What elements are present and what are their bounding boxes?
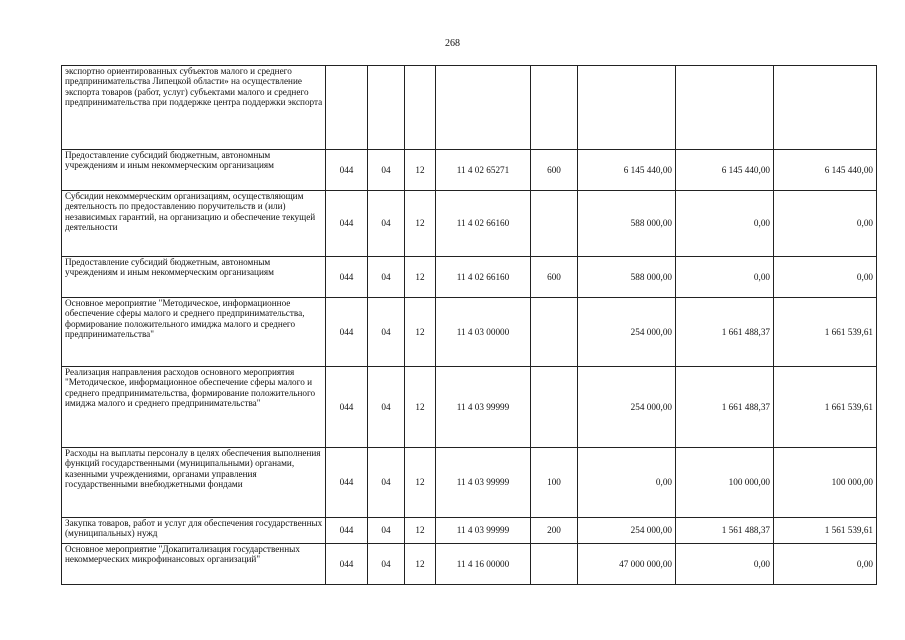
ministry-code	[326, 66, 368, 150]
target-article-code: 11 4 02 65271	[436, 150, 531, 191]
section-code: 04	[368, 518, 405, 544]
amount-year-3	[774, 66, 877, 150]
section-code: 04	[368, 257, 405, 298]
amount-year-1: 588 000,00	[578, 191, 676, 257]
page-number: 268	[445, 38, 460, 49]
ministry-code: 044	[326, 544, 368, 585]
amount-year-2: 0,00	[676, 257, 774, 298]
section-code	[368, 66, 405, 150]
subsection-code: 12	[405, 150, 436, 191]
table-row	[62, 367, 877, 448]
expense-type-code	[531, 367, 578, 448]
row-description: Закупка товаров, работ и услуг для обеспечения государственных (муниципальных) нужд	[62, 518, 326, 544]
target-article-code: 11 4 03 00000	[436, 298, 531, 367]
subsection-code: 12	[405, 257, 436, 298]
ministry-code: 044	[326, 298, 368, 367]
section-code: 04	[368, 298, 405, 367]
amount-year-3: 0,00	[774, 191, 877, 257]
subsection-code: 12	[405, 448, 436, 518]
target-article-code: 11 4 16 00000	[436, 544, 531, 585]
expense-type-code: 100	[531, 448, 578, 518]
amount-year-3: 0,00	[774, 257, 877, 298]
section-code: 04	[368, 191, 405, 257]
subsection-code: 12	[405, 191, 436, 257]
expense-type-code	[531, 191, 578, 257]
amount-year-1: 254 000,00	[578, 367, 676, 448]
expense-type-code	[531, 66, 578, 150]
amount-year-3: 1 661 539,61	[774, 367, 877, 448]
row-description: Основное мероприятие "Докапитализация государственных некоммерческих микрофинансовых организаций"	[62, 544, 326, 585]
amount-year-1: 6 145 440,00	[578, 150, 676, 191]
subsection-code	[405, 66, 436, 150]
amount-year-1: 588 000,00	[578, 257, 676, 298]
target-article-code: 11 4 02 66160	[436, 257, 531, 298]
amount-year-2: 1 561 488,37	[676, 518, 774, 544]
table-row	[62, 66, 877, 150]
amount-year-3: 6 145 440,00	[774, 150, 877, 191]
budget-table	[61, 65, 877, 585]
row-description: Реализация направления расходов основного мероприятия "Методическое, информационное обеспечение сферы малого и среднего предпринимательства, формирование положительного имиджа малого и среднего предпринимательства"	[62, 367, 326, 448]
amount-year-3: 1 661 539,61	[774, 298, 877, 367]
expense-type-code	[531, 544, 578, 585]
target-article-code: 11 4 03 99999	[436, 367, 531, 448]
subsection-code: 12	[405, 518, 436, 544]
target-article-code: 11 4 03 99999	[436, 518, 531, 544]
amount-year-2: 1 661 488,37	[676, 298, 774, 367]
row-description: Предоставление субсидий бюджетным, автономным учреждениям и иным некоммерческим организациям	[62, 257, 326, 298]
amount-year-2: 1 661 488,37	[676, 367, 774, 448]
amount-year-1	[578, 66, 676, 150]
row-description: Субсидии некоммерческим организациям, осуществляющим деятельность по предоставлению поручительств и (или) независимых гарантий, на организацию и обеспечение текущей деятельности	[62, 191, 326, 257]
section-code: 04	[368, 367, 405, 448]
amount-year-1: 0,00	[578, 448, 676, 518]
table-row	[62, 448, 877, 518]
amount-year-2: 0,00	[676, 544, 774, 585]
ministry-code: 044	[326, 150, 368, 191]
amount-year-2	[676, 66, 774, 150]
ministry-code: 044	[326, 257, 368, 298]
expense-type-code: 200	[531, 518, 578, 544]
table-row	[62, 257, 877, 298]
ministry-code: 044	[326, 367, 368, 448]
table-row	[62, 191, 877, 257]
amount-year-3: 1 561 539,61	[774, 518, 877, 544]
subsection-code: 12	[405, 298, 436, 367]
amount-year-2: 100 000,00	[676, 448, 774, 518]
amount-year-3: 0,00	[774, 544, 877, 585]
row-description: Предоставление субсидий бюджетным, автономным учреждениям и иным некоммерческим организациям	[62, 150, 326, 191]
section-code: 04	[368, 544, 405, 585]
row-description: Основное мероприятие "Методическое, информационное обеспечение сферы малого и среднего предпринимательства, формирование положительного имиджа малого и среднего предпринимательства"	[62, 298, 326, 367]
table-row	[62, 298, 877, 367]
row-description: экспортно ориентированных субъектов малого и среднего предпринимательства Липецкой области» на осуществление экспорта товаров (работ, услуг) субъектами малого и среднего предпринимательства при поддержке центра поддержки экспорта	[62, 66, 326, 150]
expense-type-code: 600	[531, 150, 578, 191]
amount-year-2: 6 145 440,00	[676, 150, 774, 191]
subsection-code: 12	[405, 367, 436, 448]
budget-table-body	[62, 66, 877, 585]
row-description: Расходы на выплаты персоналу в целях обеспечения выполнения функций государственными (муниципальными) органами, казенными учреждениями, органами управления государственными внебюджетными фондами	[62, 448, 326, 518]
target-article-code: 11 4 03 99999	[436, 448, 531, 518]
amount-year-1: 254 000,00	[578, 298, 676, 367]
ministry-code: 044	[326, 448, 368, 518]
section-code: 04	[368, 150, 405, 191]
amount-year-2: 0,00	[676, 191, 774, 257]
section-code: 04	[368, 448, 405, 518]
amount-year-1: 254 000,00	[578, 518, 676, 544]
table-row	[62, 150, 877, 191]
table-row	[62, 518, 877, 544]
table-row	[62, 544, 877, 585]
amount-year-3: 100 000,00	[774, 448, 877, 518]
subsection-code: 12	[405, 544, 436, 585]
expense-type-code: 600	[531, 257, 578, 298]
expense-type-code	[531, 298, 578, 367]
target-article-code	[436, 66, 531, 150]
ministry-code: 044	[326, 191, 368, 257]
target-article-code: 11 4 02 66160	[436, 191, 531, 257]
ministry-code: 044	[326, 518, 368, 544]
amount-year-1: 47 000 000,00	[578, 544, 676, 585]
